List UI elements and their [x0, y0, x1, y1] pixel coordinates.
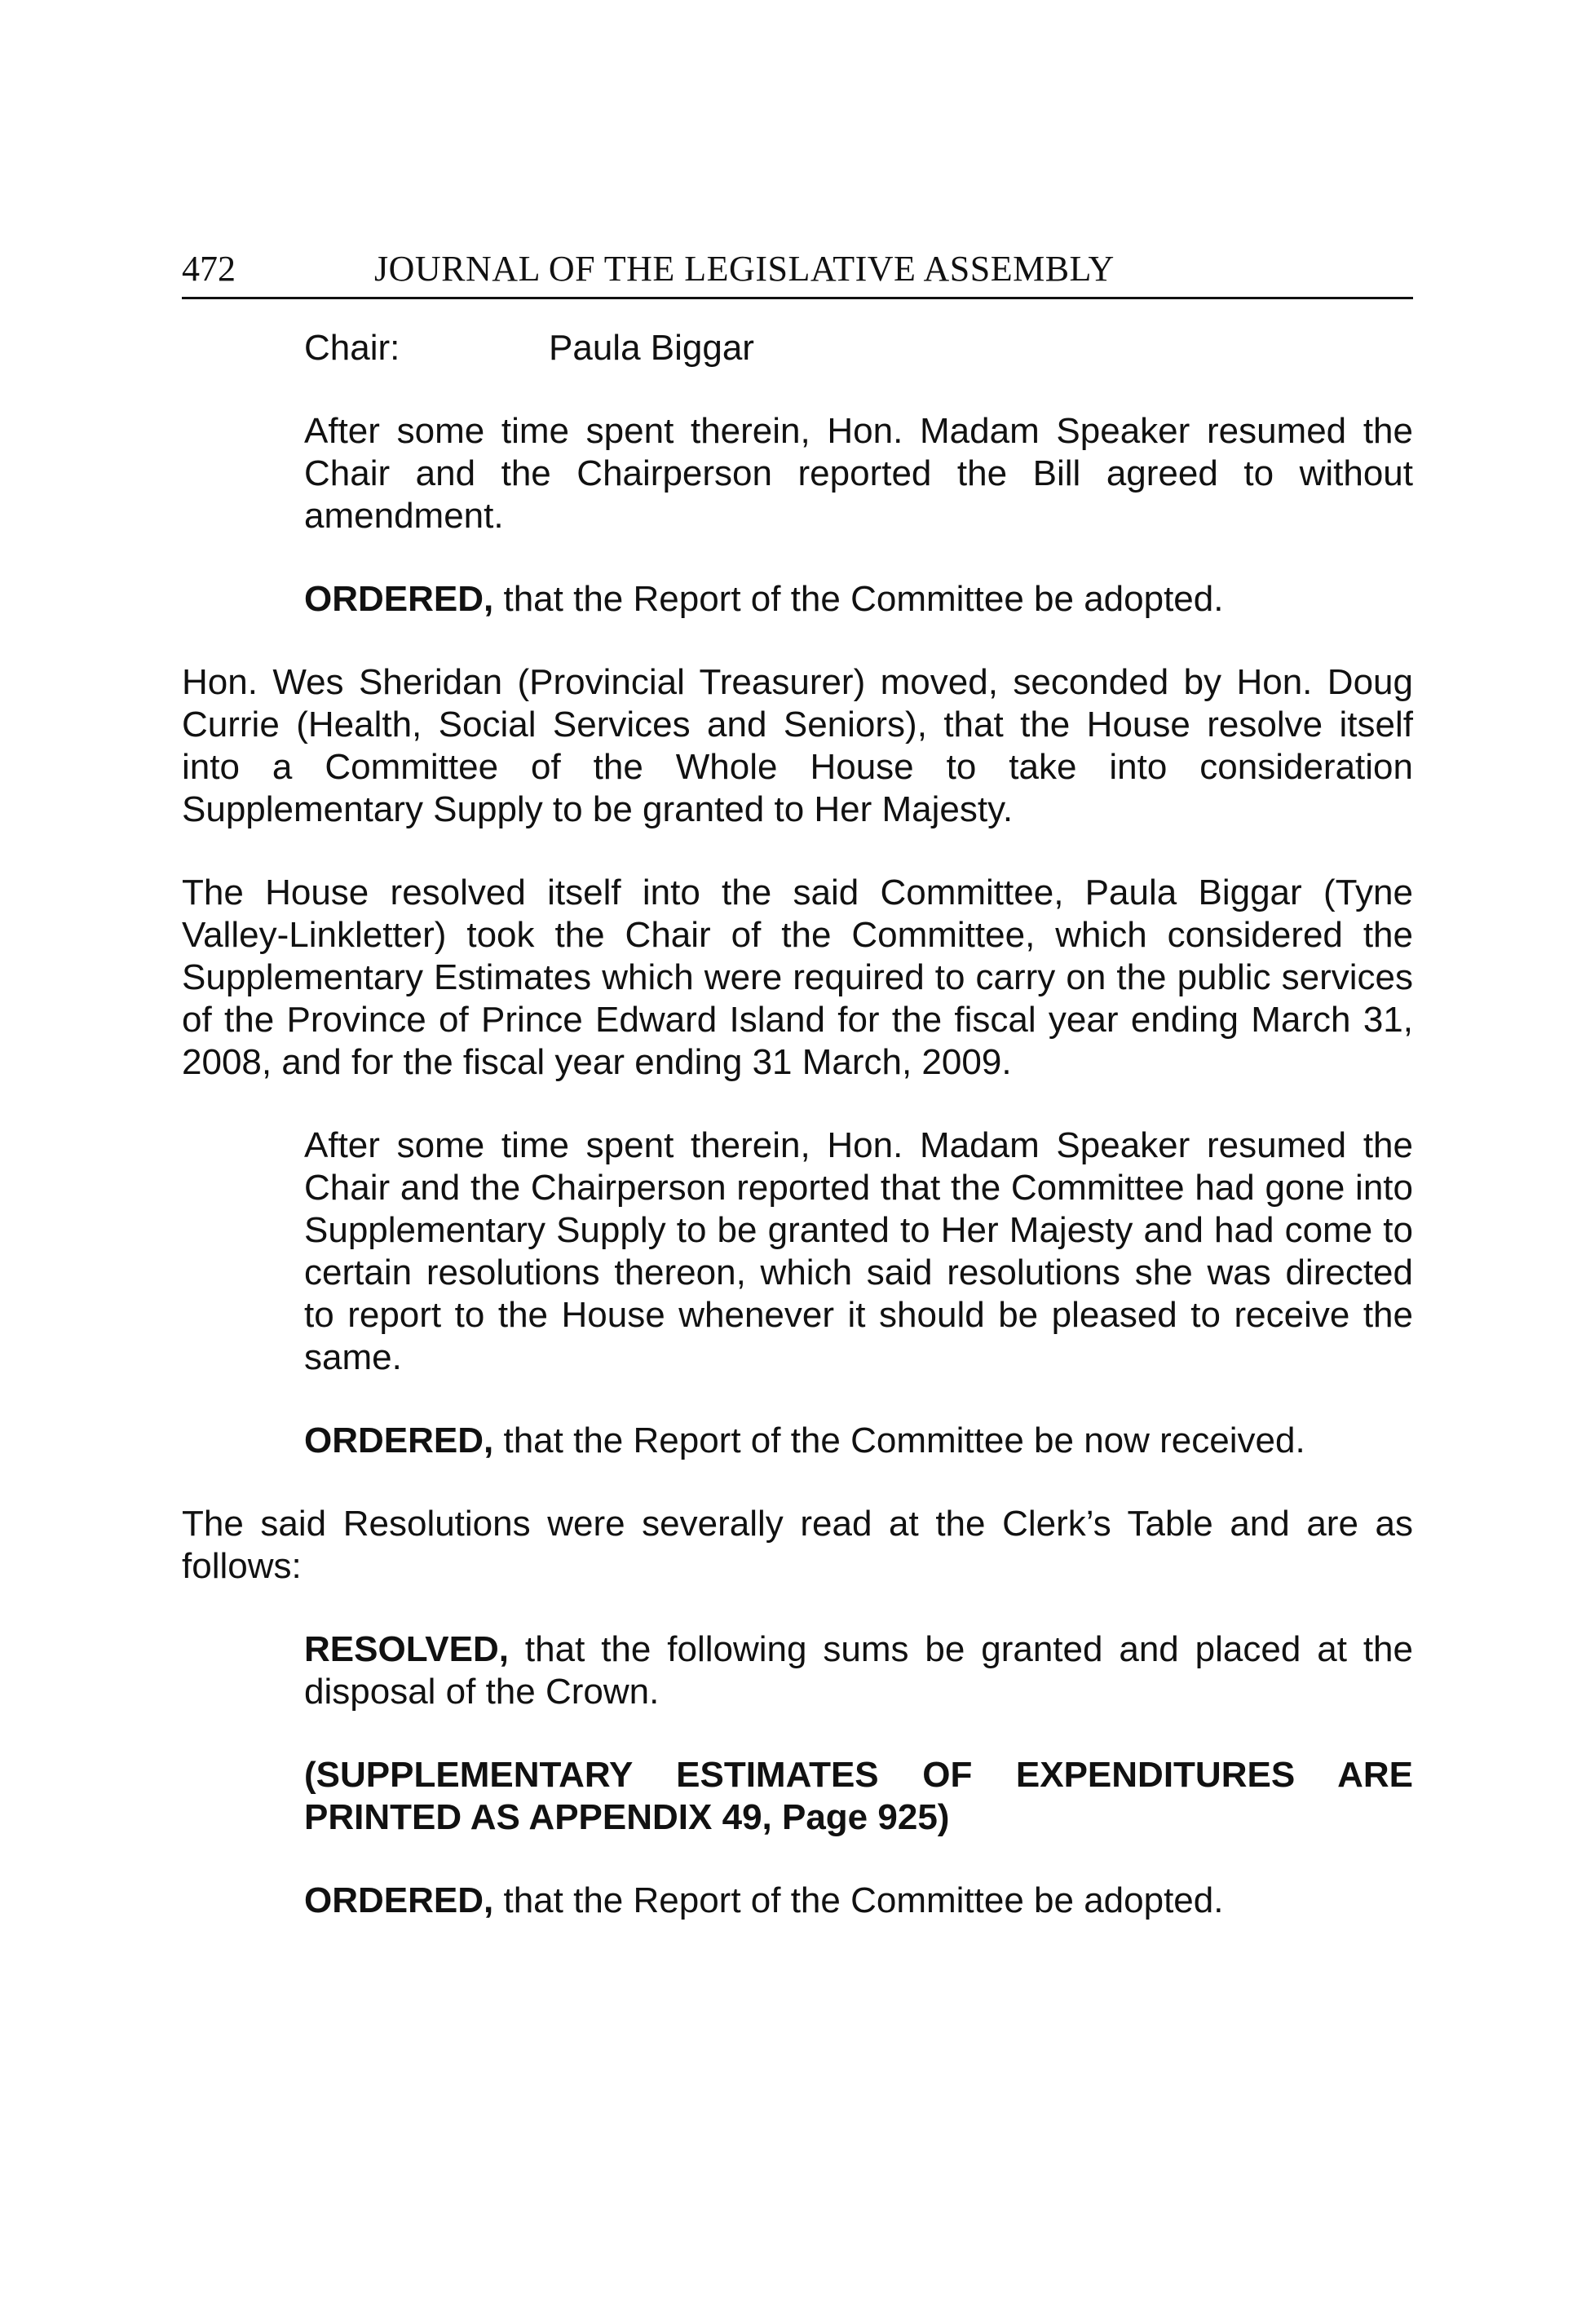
- paragraph-appendix-note: (SUPPLEMENTARY ESTIMATES OF EXPENDITURES ARE PRINTED AS APPENDIX 49, Page 925): [304, 1755, 1413, 1837]
- resolved-keyword: RESOLVED,: [304, 1629, 510, 1669]
- ordered-text: that the Report of the Committee be now received.: [493, 1420, 1305, 1460]
- paragraph-motion: Hon. Wes Sheridan (Provincial Treasurer) moved, seconded by Hon. Doug Currie (Health, Social Services and Seniors), that the House resolve itself into a Committee of the Whole House to take into consideration Supplementary Supply to be granted to Her Majesty.: [182, 662, 1413, 829]
- ordered-text: that the Report of the Committee be adopted.: [493, 579, 1224, 619]
- paragraph-committee-report: After some time spent therein, Hon. Madam Speaker resumed the Chair and the Chairperson reported the Bill agreed to without amendment.: [304, 411, 1413, 536]
- page-number: 472: [182, 249, 236, 289]
- paragraph-resolutions-read: The said Resolutions were severally read at the Clerk’s Table and are as follows:: [182, 1504, 1413, 1586]
- page-header: [182, 245, 1413, 299]
- chair-label: Chair:: [304, 328, 400, 368]
- ordered-keyword: ORDERED,: [304, 579, 494, 619]
- running-title: JOURNAL OF THE LEGISLATIVE ASSEMBLY: [374, 249, 1115, 289]
- paragraph-ordered-adopted-1: [304, 578, 1413, 621]
- ordered-keyword: ORDERED,: [304, 1880, 494, 1920]
- ordered-keyword: ORDERED,: [304, 1420, 494, 1460]
- paragraph-ordered-received: [304, 1420, 1413, 1462]
- resolved-text: that the following sums be granted and placed at the disposal of the Crown.: [304, 1629, 1413, 1712]
- chair-line: [304, 327, 1413, 369]
- paragraph-ordered-adopted-2: [304, 1880, 1413, 1922]
- paragraph-house-resolved: The House resolved itself into the said Committee, Paula Biggar (Tyne Valley-Linkletter) took the Chair of the Committee, which considered the Supplementary Estimates which were required to carry on the public services of the Province of Prince Edward Island for the fiscal year ending March 31, 2008, and for the fiscal year ending 31 March, 2009.: [182, 873, 1413, 1082]
- chair-name: Paula Biggar: [549, 328, 754, 368]
- ordered-text: that the Report of the Committee be adopted.: [493, 1880, 1224, 1920]
- paragraph-resolved: [304, 1628, 1413, 1713]
- journal-page: [182, 245, 1413, 1922]
- paragraph-supply-report: After some time spent therein, Hon. Madam Speaker resumed the Chair and the Chairperson reported that the Committee had gone into Supplementary Supply to be granted to Her Majesty and had come to certain resolutions thereon, which said resolutions she was directed to report to the House whenever it should be pleased to receive the same.: [304, 1125, 1413, 1377]
